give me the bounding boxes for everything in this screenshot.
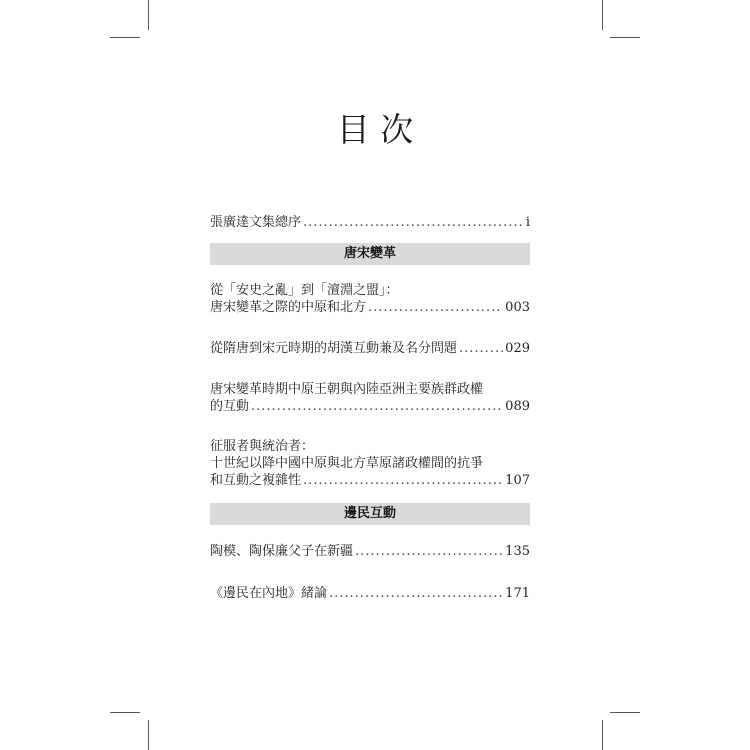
table-of-contents xyxy=(210,214,530,602)
toc-entry-title: 從隋唐到宋元時期的胡漢互動兼及名分問題 xyxy=(210,341,458,356)
toc-entry-title: 陶模、陶保廉父子在新疆 xyxy=(210,544,354,559)
toc-entry-5[interactable] xyxy=(210,543,530,560)
toc-entry-4[interactable] xyxy=(210,438,530,489)
toc-entry-2[interactable] xyxy=(210,340,530,357)
dot-leader xyxy=(329,585,503,602)
toc-entry-title-line: 從「安史之亂」到「澶淵之盟」： xyxy=(210,283,399,298)
toc-entry-title-line: 征服者與統治者： xyxy=(210,439,315,454)
dot-leader xyxy=(368,299,503,316)
toc-entry-title: 的互動 xyxy=(210,399,250,414)
toc-entry-3[interactable] xyxy=(210,381,530,415)
section-header-tang-song: 唐宋變革 xyxy=(210,243,530,265)
toc-page-number: 003 xyxy=(505,300,530,315)
dot-leader xyxy=(303,214,524,231)
crop-mark-bottom-left-h xyxy=(110,712,140,713)
page-title: 目 次 xyxy=(336,110,414,149)
toc-entry-title-line: 十世紀以降中國中原與北方草原諸政權間的抗爭 xyxy=(210,456,484,471)
toc-entry-preface[interactable] xyxy=(210,214,530,231)
toc-page-number: 171 xyxy=(505,586,530,601)
toc-page-number: 089 xyxy=(505,399,530,414)
dot-leader xyxy=(251,398,503,415)
dot-leader xyxy=(459,340,503,357)
toc-entry-title: 張廣達文集總序 xyxy=(210,215,302,230)
toc-entry-title: 《邊民在內地》緒論 xyxy=(210,586,328,601)
toc-page-number: 029 xyxy=(505,341,530,356)
toc-page-number: 135 xyxy=(505,544,530,559)
toc-entry-1[interactable] xyxy=(210,282,530,316)
toc-entry-6[interactable] xyxy=(210,585,530,602)
crop-mark-top-right xyxy=(602,0,603,30)
crop-mark-bottom-left xyxy=(148,720,149,750)
crop-mark-bottom-right xyxy=(602,720,603,750)
crop-mark-top-left xyxy=(148,0,149,30)
toc-entry-title-line: 唐宋變革時期中原王朝與內陸亞洲主要族群政權 xyxy=(210,382,484,397)
crop-mark-top-left-h xyxy=(110,37,140,38)
section-header-frontier: 邊民互動 xyxy=(210,503,530,525)
toc-entry-title: 唐宋變革之際的中原和北方 xyxy=(210,300,367,315)
toc-entry-title: 和互動之複雜性 xyxy=(210,473,302,488)
crop-mark-bottom-right-h xyxy=(610,712,640,713)
dot-leader xyxy=(355,543,503,560)
toc-page-number: i xyxy=(525,215,530,230)
crop-mark-top-right-h xyxy=(610,37,640,38)
dot-leader xyxy=(303,472,503,489)
toc-page-number: 107 xyxy=(505,473,530,488)
